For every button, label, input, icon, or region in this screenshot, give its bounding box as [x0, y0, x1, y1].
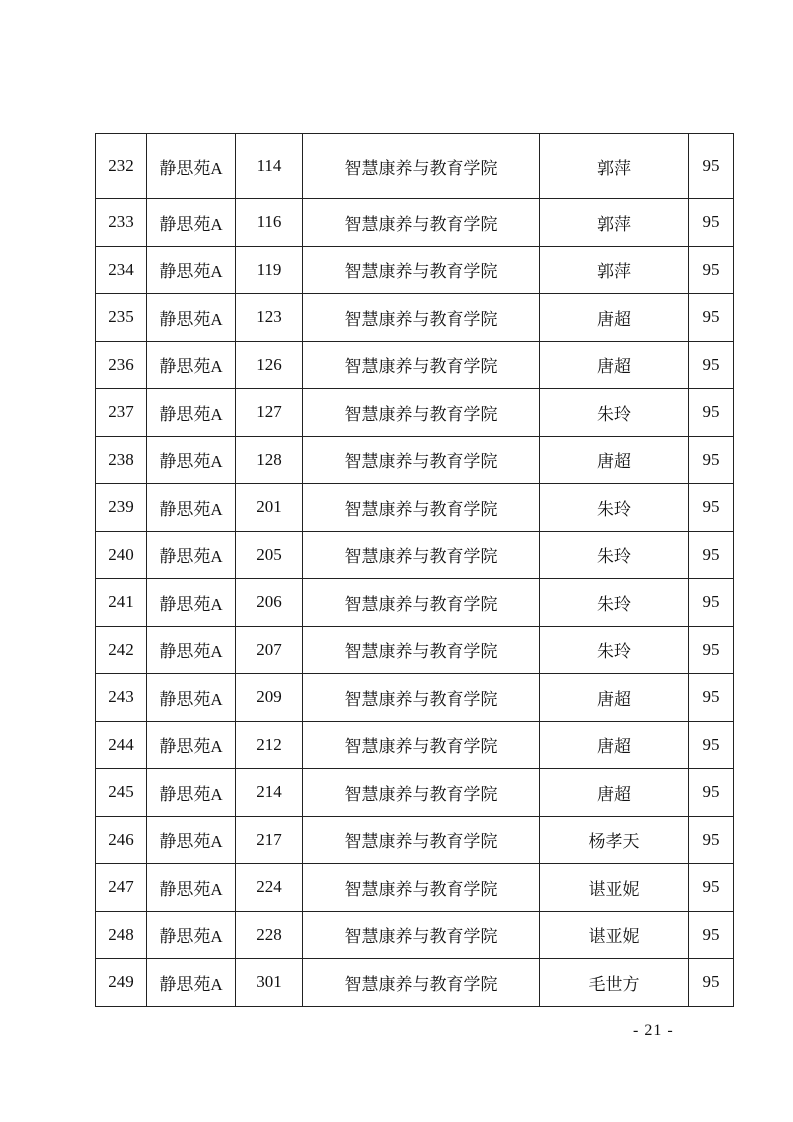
cell-score: 95: [689, 246, 734, 294]
cell-score: 95: [689, 484, 734, 532]
cell-person: 唐超: [540, 436, 689, 484]
cell-number: 240: [96, 531, 147, 579]
cell-score: 95: [689, 199, 734, 247]
cell-number: 246: [96, 816, 147, 864]
cell-college: 智慧康养与教育学院: [303, 134, 540, 199]
cell-score: 95: [689, 816, 734, 864]
cell-building: 静思苑A: [147, 134, 236, 199]
cell-building: 静思苑A: [147, 579, 236, 627]
cell-college: 智慧康养与教育学院: [303, 436, 540, 484]
cell-room: 206: [236, 579, 303, 627]
cell-building: 静思苑A: [147, 341, 236, 389]
cell-room: 217: [236, 816, 303, 864]
cell-score: 95: [689, 579, 734, 627]
cell-score: 95: [689, 721, 734, 769]
cell-building: 静思苑A: [147, 436, 236, 484]
cell-number: 236: [96, 341, 147, 389]
cell-college: 智慧康养与教育学院: [303, 579, 540, 627]
cell-score: 95: [689, 769, 734, 817]
cell-college: 智慧康养与教育学院: [303, 674, 540, 722]
cell-number: 232: [96, 134, 147, 199]
cell-score: 95: [689, 864, 734, 912]
table-row: [96, 959, 734, 1007]
cell-building: 静思苑A: [147, 959, 236, 1007]
cell-person: 谌亚妮: [540, 864, 689, 912]
cell-person: 朱玲: [540, 579, 689, 627]
cell-person: 杨孝天: [540, 816, 689, 864]
cell-room: 209: [236, 674, 303, 722]
cell-building: 静思苑A: [147, 864, 236, 912]
cell-person: 唐超: [540, 721, 689, 769]
table-row: [96, 436, 734, 484]
table-row: [96, 199, 734, 247]
cell-college: 智慧康养与教育学院: [303, 721, 540, 769]
table-row: [96, 294, 734, 342]
cell-score: 95: [689, 531, 734, 579]
cell-room: 224: [236, 864, 303, 912]
table-row: [96, 721, 734, 769]
cell-score: 95: [689, 341, 734, 389]
table-row: [96, 134, 734, 199]
cell-number: 237: [96, 389, 147, 437]
cell-number: 244: [96, 721, 147, 769]
cell-room: 123: [236, 294, 303, 342]
table-row: [96, 769, 734, 817]
cell-building: 静思苑A: [147, 294, 236, 342]
cell-room: 116: [236, 199, 303, 247]
cell-score: 95: [689, 389, 734, 437]
cell-person: 朱玲: [540, 626, 689, 674]
table-row: [96, 531, 734, 579]
cell-score: 95: [689, 911, 734, 959]
cell-college: 智慧康养与教育学院: [303, 959, 540, 1007]
cell-college: 智慧康养与教育学院: [303, 199, 540, 247]
cell-score: 95: [689, 436, 734, 484]
cell-college: 智慧康养与教育学院: [303, 484, 540, 532]
cell-person: 朱玲: [540, 389, 689, 437]
cell-person: 唐超: [540, 674, 689, 722]
cell-college: 智慧康养与教育学院: [303, 864, 540, 912]
cell-person: 朱玲: [540, 484, 689, 532]
cell-number: 245: [96, 769, 147, 817]
table-body: [96, 134, 734, 1007]
cell-college: 智慧康养与教育学院: [303, 816, 540, 864]
cell-person: 郭萍: [540, 246, 689, 294]
cell-building: 静思苑A: [147, 674, 236, 722]
cell-room: 207: [236, 626, 303, 674]
cell-building: 静思苑A: [147, 721, 236, 769]
table-row: [96, 246, 734, 294]
cell-building: 静思苑A: [147, 769, 236, 817]
cell-building: 静思苑A: [147, 484, 236, 532]
cell-college: 智慧康养与教育学院: [303, 626, 540, 674]
table-row: [96, 816, 734, 864]
cell-building: 静思苑A: [147, 389, 236, 437]
dormitory-score-table: [95, 133, 734, 1007]
cell-number: 235: [96, 294, 147, 342]
table-row: [96, 484, 734, 532]
page-number: - 21 -: [633, 1022, 674, 1039]
table-row: [96, 579, 734, 627]
cell-college: 智慧康养与教育学院: [303, 389, 540, 437]
cell-room: 212: [236, 721, 303, 769]
cell-number: 242: [96, 626, 147, 674]
cell-college: 智慧康养与教育学院: [303, 294, 540, 342]
cell-college: 智慧康养与教育学院: [303, 911, 540, 959]
cell-building: 静思苑A: [147, 531, 236, 579]
cell-person: 唐超: [540, 294, 689, 342]
cell-number: 239: [96, 484, 147, 532]
cell-building: 静思苑A: [147, 246, 236, 294]
cell-building: 静思苑A: [147, 199, 236, 247]
cell-number: 233: [96, 199, 147, 247]
cell-person: 郭萍: [540, 134, 689, 199]
table-row: [96, 389, 734, 437]
cell-room: 126: [236, 341, 303, 389]
cell-person: 唐超: [540, 769, 689, 817]
cell-building: 静思苑A: [147, 816, 236, 864]
table-row: [96, 864, 734, 912]
cell-room: 205: [236, 531, 303, 579]
cell-number: 243: [96, 674, 147, 722]
table-row: [96, 341, 734, 389]
cell-person: 毛世方: [540, 959, 689, 1007]
cell-college: 智慧康养与教育学院: [303, 246, 540, 294]
cell-room: 214: [236, 769, 303, 817]
dormitory-score-table-container: [95, 133, 733, 1007]
cell-room: 114: [236, 134, 303, 199]
cell-college: 智慧康养与教育学院: [303, 531, 540, 579]
table-row: [96, 674, 734, 722]
table-row: [96, 626, 734, 674]
cell-college: 智慧康养与教育学院: [303, 769, 540, 817]
cell-number: 247: [96, 864, 147, 912]
cell-room: 127: [236, 389, 303, 437]
cell-room: 119: [236, 246, 303, 294]
cell-building: 静思苑A: [147, 626, 236, 674]
table-row: [96, 911, 734, 959]
cell-score: 95: [689, 134, 734, 199]
cell-number: 241: [96, 579, 147, 627]
cell-score: 95: [689, 294, 734, 342]
cell-person: 谌亚妮: [540, 911, 689, 959]
cell-room: 228: [236, 911, 303, 959]
cell-number: 248: [96, 911, 147, 959]
cell-person: 唐超: [540, 341, 689, 389]
cell-number: 249: [96, 959, 147, 1007]
cell-number: 234: [96, 246, 147, 294]
cell-number: 238: [96, 436, 147, 484]
cell-score: 95: [689, 674, 734, 722]
cell-person: 朱玲: [540, 531, 689, 579]
cell-college: 智慧康养与教育学院: [303, 341, 540, 389]
cell-building: 静思苑A: [147, 911, 236, 959]
cell-person: 郭萍: [540, 199, 689, 247]
cell-room: 128: [236, 436, 303, 484]
cell-score: 95: [689, 626, 734, 674]
cell-room: 301: [236, 959, 303, 1007]
cell-room: 201: [236, 484, 303, 532]
cell-score: 95: [689, 959, 734, 1007]
